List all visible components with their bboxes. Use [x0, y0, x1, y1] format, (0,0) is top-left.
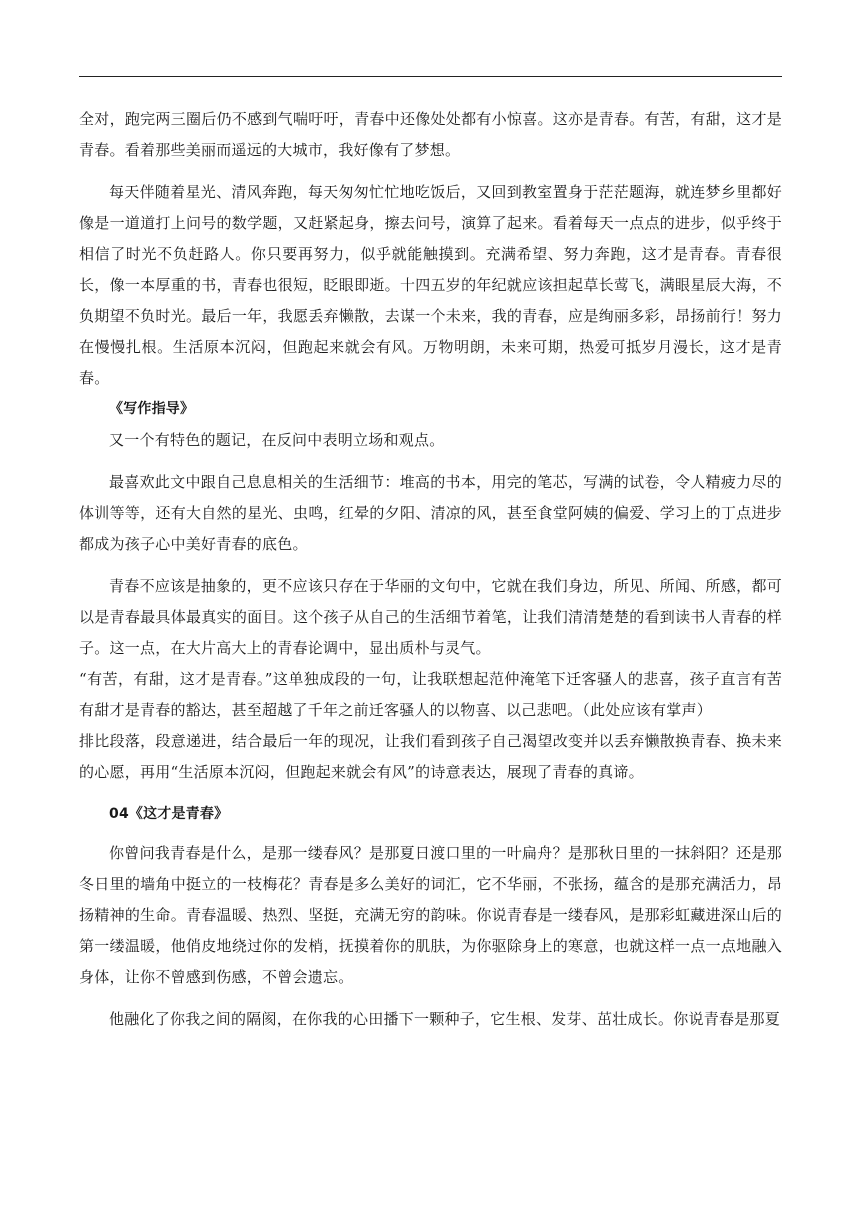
paragraph-9: 他融化了你我之间的隔阂，在你我的心田播下一颗种子，它生根、发芽、茁壮成长。你说青春是那夏 [109, 1010, 781, 1028]
document-body [79, 104, 782, 1035]
heading-writing-guide: 《写作指导》 [109, 401, 195, 417]
paragraph-4: 最喜欢此文中跟自己息息相关的生活细节：堆高的书本，用完的笔芯，写满的试卷，令人精疲力尽的体训等等，还有大自然的星光、虫鸣，红晕的夕阳、清凉的风，甚至食堂阿姨的偏爱、学习上的丁点进步都成为孩子心中美好青春的底色。 [79, 473, 782, 553]
heading-section-04: 04《这才是青春》 [109, 806, 229, 822]
paragraph-6: “有苦，有甜，这才是青春。”这单独成段的一句，让我联想起范仲淹笔下迁客骚人的悲喜，孩子直言有苦有甜才是青春的豁达，甚至超越了千年之前迁客骚人的以物喜、以己悲吧。（此处应该有掌声） [79, 670, 782, 719]
paragraph-8: 你曾问我青春是什么，是那一缕春风？是那夏日渡口里的一叶扁舟？是那秋日里的一抹斜阳？还是那冬日里的墙角中挺立的一枝梅花？青春是多么美好的词汇，它不华丽，不张扬，蕴含的是那充满活力，昂扬精神的生命。青春温暖、热烈、坚挺，充满无穷的韵味。你说青春是一缕春风，是那彩虹藏进深山后的第一缕温暖，他俏皮地绕过你的发梢，抚摸着你的肌肤，为你驱除身上的寒意，也就这样一点一点地融入身体，让你不曾感到伤感，不曾会遗忘。 [79, 844, 782, 986]
header-rule [79, 76, 782, 77]
paragraph-3: 又一个有特色的题记，在反问中表明立场和观点。 [109, 431, 445, 449]
paragraph-7: 排比段落，段意递进，结合最后一年的现况，让我们看到孩子自己渴望改变并以丢弃懒散换青春、换未来的心愿，再用“生活原本沉闷，但跑起来就会有风”的诗意表达，展现了青春的真谛。 [79, 732, 782, 781]
paragraph-5: 青春不应该是抽象的，更不应该只存在于华丽的文句中，它就在我们身边，所见、所闻、所感，都可以是青春最具体最真实的面目。这个孩子从自己的生活细节着笔，让我们清清楚楚的看到读书人青春的样子。这一点，在大片高大上的青春论调中，显出质朴与灵气。 [79, 577, 782, 657]
paragraph-2: 每天伴随着星光、清风奔跑，每天匆匆忙忙地吃饭后，又回到教室置身于茫茫题海，就连梦乡里都好像是一道道打上问号的数学题，又赶紧起身，擦去问号，演算了起来。看着每天一点点的进步，似乎终于相信了时光不负赶路人。你只要再努力，似乎就能触摸到。充满希望、努力奔跑，这才是青春。青春很长，像一本厚重的书，青春也很短，眨眼即逝。十四五岁的年纪就应该担起草长莺飞，满眼星辰大海，不负期望不负时光。最后一年，我愿丢弃懒散，去谋一个未来，我的青春，应是绚丽多彩，昂扬前行！努力在慢慢扎根。生活原本沉闷，但跑起来就会有风。万物明朗，未来可期，热爱可抵岁月漫长，这才是青春。 [79, 183, 782, 387]
paragraph-1: 全对，跑完两三圈后仍不感到气喘吁吁，青春中还像处处都有小惊喜。这亦是青春。有苦，有甜，这才是青春。看着那些美丽而遥远的大城市，我好像有了梦想。 [79, 110, 782, 159]
